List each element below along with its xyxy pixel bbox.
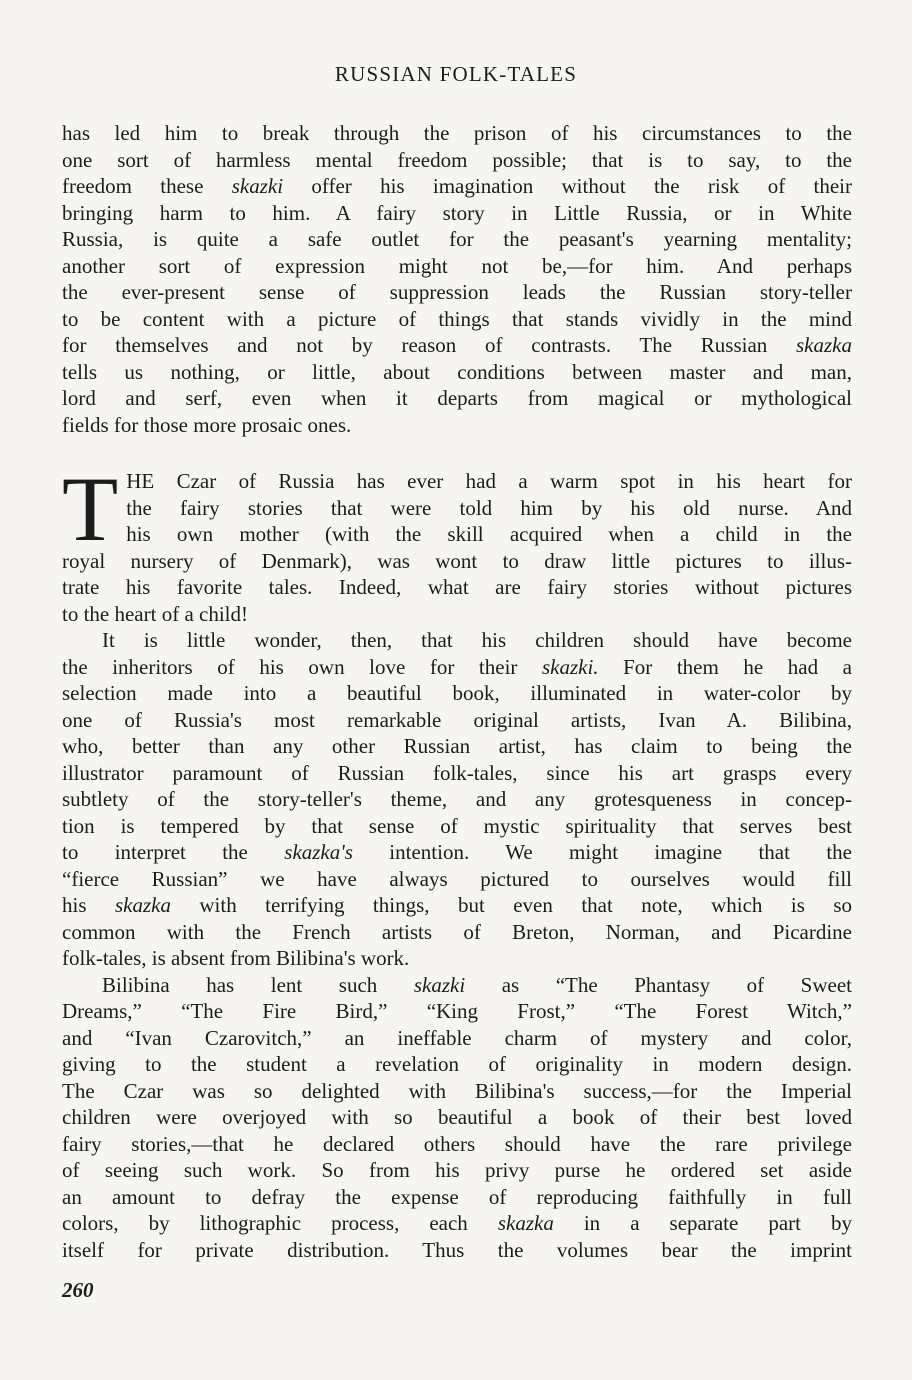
text-line: his skazka with terrifying things, but even that note, which is so xyxy=(62,893,852,917)
paragraph-2 xyxy=(62,458,852,627)
text-line: one sort of harmless mental freedom possible; that is to say, to the xyxy=(62,147,852,172)
paragraph-1 xyxy=(62,120,852,438)
text-line: HE Czar of Russia has ever had a warm spot in his heart for xyxy=(126,469,852,493)
text-line: to interpret the skazka's intention. We might imagine that the xyxy=(62,840,852,864)
text-line: children were overjoyed with so beautiful a book of their best loved xyxy=(62,1105,852,1129)
text-line: freedom these skazki offer his imagination without the risk of their xyxy=(62,174,852,198)
paragraph-4 xyxy=(62,972,852,1264)
text-line: selection made into a beautiful book, illuminated in water-color by xyxy=(62,681,852,705)
text-line: the fairy stories that were told him by his old nurse. And xyxy=(126,495,852,520)
text-line: one of Russia's most remarkable original artists, Ivan A. Bilibina, xyxy=(62,707,852,732)
text-line: lord and serf, even when it departs from magical or mythological xyxy=(62,386,852,410)
text-line: an amount to defray the expense of reproducing faithfully in full xyxy=(62,1184,852,1209)
text-line: illustrator paramount of Russian folk-tales, since his art grasps every xyxy=(62,760,852,785)
text-line: to the heart of a child! xyxy=(62,601,249,626)
text-line: his own mother (with the skill acquired when a child in the xyxy=(126,522,852,546)
text-line: Dreams,” “The Fire Bird,” “King Frost,” “The Forest Witch,” xyxy=(62,999,852,1023)
text-line: giving to the student a revelation of originality in modern design. xyxy=(62,1052,852,1076)
paragraph-3 xyxy=(62,627,852,972)
text-line: tion is tempered by that sense of mystic spirituality that serves best xyxy=(62,813,852,838)
text-line: fairy stories,—that he declared others should have the rare privilege xyxy=(62,1131,852,1156)
drop-cap: T xyxy=(62,458,119,560)
section-gap xyxy=(62,438,852,468)
text-line: It is little wonder, then, that his children should have become xyxy=(102,628,852,652)
text-line: for themselves and not by reason of contrasts. The Russian skazka xyxy=(62,333,852,357)
text-line: of seeing such work. So from his privy purse he ordered set aside xyxy=(62,1158,852,1182)
text-line: itself for private distribution. Thus the volumes bear the imprint xyxy=(62,1237,852,1262)
running-head: RUSSIAN FOLK-TALES xyxy=(334,62,578,86)
text-line: bringing harm to him. A fairy story in Little Russia, or in White xyxy=(62,200,852,225)
text-line: common with the French artists of Breton, Norman, and Picardine xyxy=(62,919,852,944)
text-line: trate his favorite tales. Indeed, what are fairy stories without pictures xyxy=(62,575,852,599)
text-line: the ever-present sense of suppression leads the Russian story-teller xyxy=(62,280,852,304)
text-line: Bilibina has lent such skazki as “The Phantasy of Sweet xyxy=(102,972,852,997)
text-line: fields for those more prosaic ones. xyxy=(62,412,352,437)
text-line: and “Ivan Czarovitch,” an ineffable charm of mystery and color, xyxy=(62,1025,852,1050)
text-line: the inheritors of his own love for their skazki. For them he had a xyxy=(62,654,853,679)
text-line: Russia, is quite a safe outlet for the peasant's yearning mentality; xyxy=(62,227,852,251)
text-line: royal nursery of Denmark), was wont to draw little pictures to illus- xyxy=(62,548,852,573)
text-line: “fierce Russian” we have always pictured to ourselves would fill xyxy=(62,866,852,891)
body-text xyxy=(62,120,852,1263)
page-number: 260 xyxy=(62,1278,94,1302)
text-line: has led him to break through the prison of his circumstances to the xyxy=(62,121,852,145)
text-line: tells us nothing, or little, about conditions between master and man, xyxy=(62,359,852,384)
text-line: The Czar was so delighted with Bilibina's success,—for the Imperial xyxy=(62,1078,852,1103)
text-line: subtlety of the story-teller's theme, and any grotesqueness in concep- xyxy=(62,787,852,811)
text-line: another sort of expression might not be,—for him. And perhaps xyxy=(62,253,852,278)
text-line: folk-tales, is absent from Bilibina's work. xyxy=(62,946,410,970)
text-line: who, better than any other Russian artist, has claim to being the xyxy=(62,734,852,758)
text-line: to be content with a picture of things that stands vividly in the mind xyxy=(62,306,852,331)
text-line: colors, by lithographic process, each skazka in a separate part by xyxy=(62,1211,852,1235)
